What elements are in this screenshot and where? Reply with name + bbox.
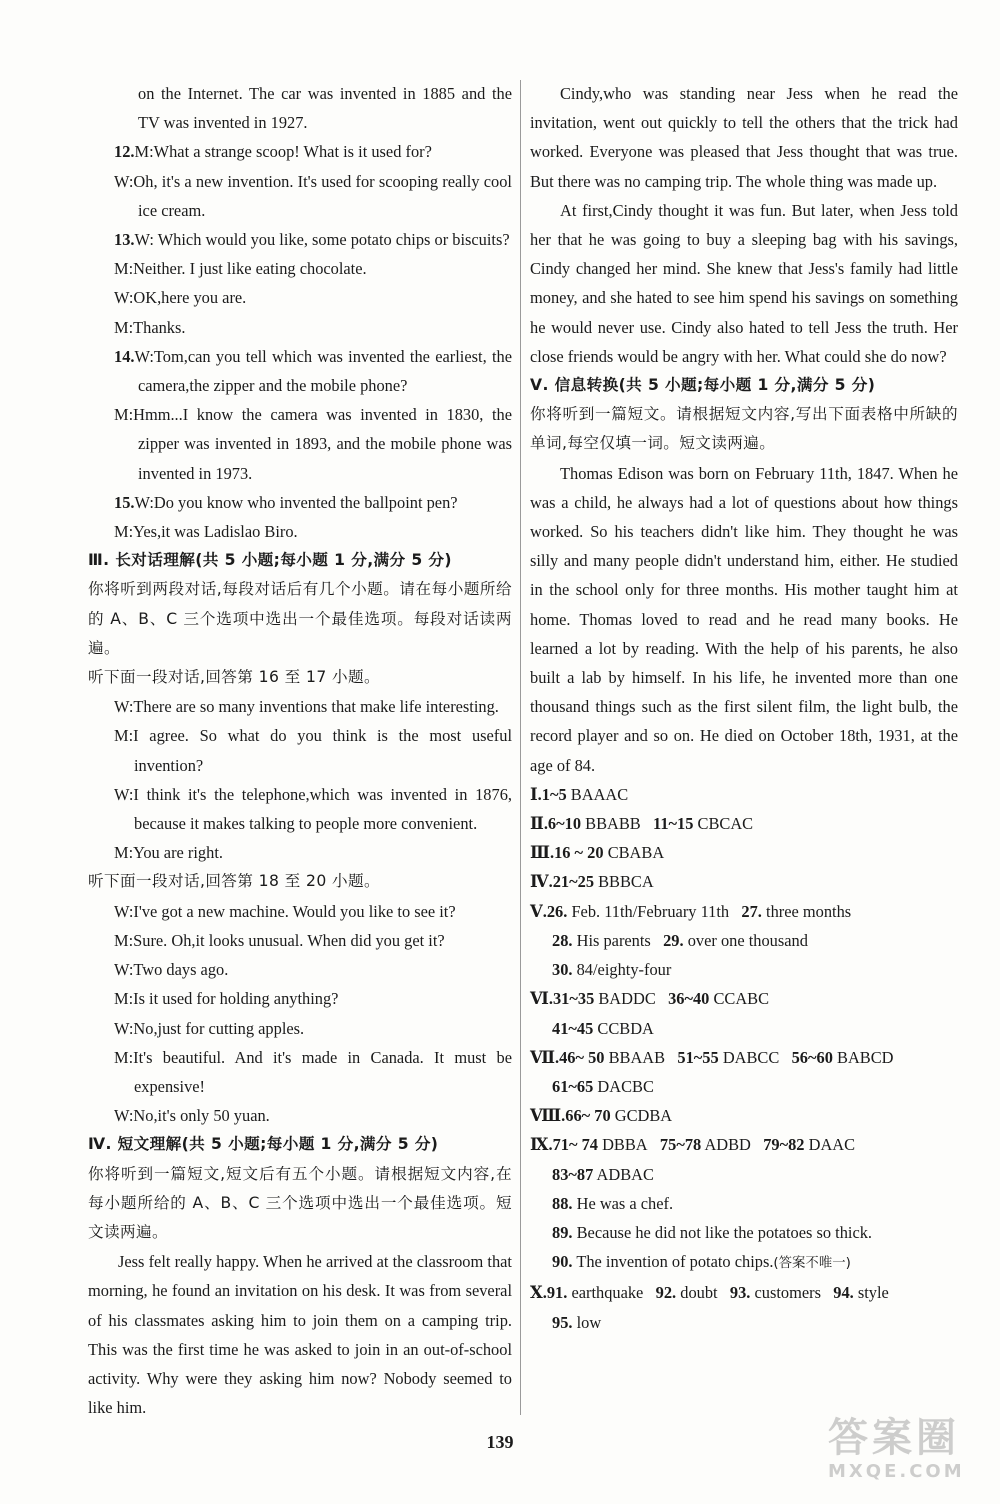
- answer-row-10: Ⅹ.91. earthquake 92. doubt 93. customers 94. style: [530, 1283, 889, 1303]
- answer-row-7: Ⅶ.46~ 50 BBAAB 51~55 DABCC 56~60 BABCD: [530, 1047, 894, 1067]
- watermark-logo: 答案圈 MXQE.COM: [828, 1415, 965, 1482]
- answer-row-2: Ⅱ.6~10 BBABB 11~15 CBCAC: [530, 814, 754, 834]
- answer-row-3: Ⅲ.16 ~ 20 CBABA: [530, 843, 665, 863]
- left-column: [88, 79, 512, 1422]
- question-12: 12.M:What a strange scoop! What is it used for? W:Oh, it's a new invention. It's used for scooping really cool ice cream.: [114, 142, 512, 220]
- section-3-heading: Ⅲ. 长对话理解(共 5 小题;每小题 1 分,满分 5 分): [88, 551, 452, 570]
- section-4-instructions: 你将听到一篇短文,短文后有五个小题。请根据短文内容,在每小题所给的 A、B、C 三个选项中选出一个最佳选项。短文读两遍。: [88, 1164, 512, 1241]
- answer-row-4: Ⅳ.21~25 BBBCA: [530, 872, 654, 892]
- answer-row-6: Ⅵ.31~35 BADDC 36~40 CCABC: [530, 989, 770, 1009]
- answer-row-1: Ⅰ.1~5 BAAAC: [530, 784, 629, 804]
- answer-row-9: Ⅸ.71~ 74 DBBA 75~78 ADBD 79~82 DAAC: [530, 1135, 856, 1155]
- answer-row-8: Ⅷ.66~ 70 GCDBA: [530, 1106, 673, 1126]
- column-divider: [520, 80, 521, 1415]
- page-number: 139: [486, 1432, 514, 1452]
- continued-text: on the Internet. The car was invented in 1885 and the TV was invented in 1927.: [138, 84, 512, 133]
- section-4-heading: Ⅳ. 短文理解(共 5 小题;每小题 1 分,满分 5 分): [88, 1135, 439, 1154]
- question-13: 13.W: Which would you like, some potato chips or biscuits? M:Neither. I just like eating chocolate. W:OK,here you are. M:Thanks.: [114, 230, 510, 337]
- question-15: 15.W:Do you know who invented the ballpoint pen? M:Yes,it was Ladislao Biro.: [114, 492, 458, 542]
- dialogue-1: W:There are so many inventions that make life interesting. M:I agree. So what do you think is the most useful invention? W:I think it's the telephone,which was invented in 1876, because it makes talking to people more convenient. M:You are right.: [114, 697, 512, 863]
- question-14: 14.W:Tom,can you tell which was invented the earliest, the camera,the zipper and the mobile phone? M:Hmm...I know the camera was invented in 1830, the zipper was invented in 1893, and the mobile phone was invented in 1973.: [114, 346, 512, 483]
- section-3-sub1: 听下面一段对话,回答第 16 至 17 小题。: [88, 668, 380, 687]
- dialogue-2: W:I've got a new machine. Would you like to see it? M:Sure. Oh,it looks unusual. When did you get it? W:Two days ago. M:Is it used for holding anything? W:No,just for cutting apples. M:It's beautiful. And it's made in Canada. It must be expensive! W:No,it's only 50 yuan.: [114, 901, 512, 1126]
- section-5-instructions: 你将听到一篇短文。请根据短文内容,写出下面表格中所缺的单词,每空仅填一词。短文读两遍。: [530, 405, 958, 453]
- section-3-instructions: 你将听到两段对话,每段对话后有几个小题。请在每小题所给的 A、B、C 三个选项中选出一个最佳选项。每段对话读两遍。: [88, 580, 512, 657]
- answer-row-5: Ⅴ.26. Feb. 11th/February 11th 27. three months: [530, 901, 852, 921]
- section-3-sub2: 听下面一段对话,回答第 18 至 20 小题。: [88, 872, 380, 891]
- section-5-heading: Ⅴ. 信息转换(共 5 小题;每小题 1 分,满分 5 分): [530, 376, 876, 395]
- right-column: [530, 79, 958, 1337]
- passage-paragraph-1: Jess felt really happy. When he arrived at the classroom that morning, he found an invitation on his desk. It was from several of his classmates asking him to join them on a camping trip. This was the first time he was asked to join in an out-of-school activity. Why were they asking him now? Nobody seemed to like him.: [88, 1252, 512, 1418]
- passage-paragraph-3: At first,Cindy thought it was fun. But later, when Jess told her that he was going to buy a sleeping bag with his savings, Cindy changed her mind. She knew that Jess's family had little money, and she hated to see him spend his savings on something he would never use. Cindy also hated to tell Jess the truth. Her close friends would be angry with her. What could she do now?: [530, 200, 958, 366]
- passage-paragraph-2: Cindy,who was standing near Jess when he read the invitation, went out quickly to tell the others that the trick had worked. Everyone was pleased that Jess thought that was true. But there was no camping trip. The whole thing was made up.: [530, 84, 958, 191]
- answer-key: Ⅰ.1~5 BAAAC Ⅱ.6~10 BBABB 11~15 CBCAC Ⅲ.16 ~ 20 CBABA Ⅳ.21~25 BBBCA Ⅴ.26. Feb. 11th/February 11th 27. three months 28. His parents 29. over one thousand 30. 84/eighty-four Ⅵ.31~35 BADDC 36~40 CCABC 41~45 CCBDA Ⅶ.46~ 50 BBAAB 51~55 DABCC 56~60 BABCD 61~65 DACBC Ⅷ.66~ 70 GCDBA Ⅸ.71~ 74 DBBA 75~78 ADBD 79~82 DAAC 83~87 ADBAC 88. He was a chef. 89. Because he did not like the potatoes so thick. 90. The invention of potato chips.(答案不唯一) Ⅹ.91. earthquake 92. doubt 93. customers 94. style 95. low: [530, 780, 958, 1337]
- passage-edison: Thomas Edison was born on February 11th, 1847. When he was a child, he always had a lot of questions about how things worked. So his teachers didn't like him. They thought he was silly and many people didn't understand him, either. He studied in the school only for three months. His mother taught him at home. Thomas loved to read and he read many books. He learned a lot by reading. With the help of his parents, he also built a lab by himself. In his life, he invented more than one thousand things such as the first silent film, the light bulb, the record player and so on. He died on October 18th, 1931, at the age of 84.: [530, 463, 958, 775]
